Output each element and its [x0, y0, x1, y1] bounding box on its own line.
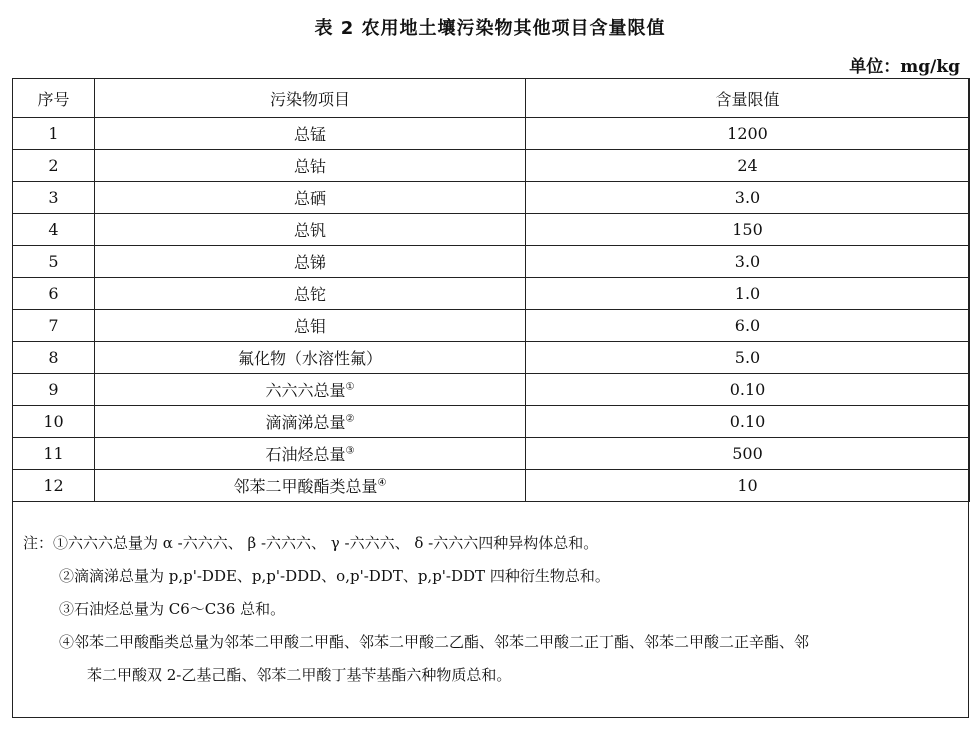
- pollutant-name: 总钒: [293, 221, 326, 240]
- cell-serial-no: 12: [13, 470, 95, 502]
- cell-limit-value: 3.0: [526, 182, 970, 214]
- cell-limit-value: 500: [526, 438, 970, 470]
- cell-limit-value: 5.0: [526, 342, 970, 374]
- cell-limit-value: 3.0: [526, 246, 970, 278]
- cell-pollutant-item: [95, 438, 526, 470]
- note-2: ②滴滴涕总量为 p,p'-DDE、p,p'-DDD、o,p'-DDT、p,p'-DDT 四种衍生物总和。: [59, 567, 610, 585]
- pollutant-name: 总铊: [293, 285, 326, 304]
- pollutant-name: 滴滴涕总量: [265, 413, 346, 432]
- pollutant-name: 总钼: [293, 317, 326, 336]
- table-row: [13, 310, 970, 342]
- note-3: ③石油烃总量为 C6～C36 总和。: [59, 600, 286, 618]
- table-row: [13, 182, 970, 214]
- header-pollutant-item: 污染物项目: [95, 79, 526, 118]
- cell-pollutant-item: [95, 470, 526, 502]
- table-title: 表 2 农用地土壤污染物其他项目含量限值: [314, 18, 666, 39]
- note-4: ④邻苯二甲酸酯类总量为邻苯二甲酸二甲酯、邻苯二甲酸二乙酯、邻苯二甲酸二正丁酯、邻苯二甲酸二正辛酯、邻: [59, 633, 810, 651]
- cell-limit-value: 10: [526, 470, 970, 502]
- table-row: [13, 342, 970, 374]
- cell-limit-value: 0.10: [526, 374, 970, 406]
- cell-limit-value: 1.0: [526, 278, 970, 310]
- cell-serial-no: 7: [13, 310, 95, 342]
- header-serial-no: 序号: [13, 79, 95, 118]
- cell-serial-no: 11: [13, 438, 95, 470]
- note-1: 注：①六六六总量为 α -六六六、 β -六六六、 γ -六六六、 δ -六六六四种异构体总和。: [23, 534, 599, 552]
- pollutant-name: 总硒: [293, 189, 326, 208]
- cell-serial-no: 3: [13, 182, 95, 214]
- cell-limit-value: 150: [526, 214, 970, 246]
- header-limit-value: 含量限值: [526, 79, 970, 118]
- table-row: [13, 246, 970, 278]
- table-notes: [13, 527, 970, 692]
- cell-pollutant-item: [95, 150, 526, 182]
- table-row: [13, 470, 970, 502]
- cell-serial-no: 10: [13, 406, 95, 438]
- footnote-marker: ④: [377, 477, 387, 489]
- cell-pollutant-item: [95, 214, 526, 246]
- cell-serial-no: 6: [13, 278, 95, 310]
- footnote-marker: ②: [345, 413, 355, 425]
- table-row: [13, 118, 970, 150]
- pollutant-name: 石油烃总量: [265, 445, 346, 464]
- pollutant-name: 邻苯二甲酸酯类总量: [233, 477, 378, 496]
- table-header-row: [13, 79, 970, 118]
- pollutant-name: 氟化物（水溶性氟）: [237, 349, 382, 368]
- table-row: [13, 278, 970, 310]
- unit-label: 单位：mg/kg: [849, 57, 960, 77]
- cell-pollutant-item: [95, 118, 526, 150]
- footnote-marker: ①: [345, 381, 355, 393]
- cell-pollutant-item: [95, 246, 526, 278]
- cell-serial-no: 5: [13, 246, 95, 278]
- cell-pollutant-item: [95, 278, 526, 310]
- cell-serial-no: 9: [13, 374, 95, 406]
- cell-limit-value: 1200: [526, 118, 970, 150]
- pollutant-name: 总钴: [293, 157, 326, 176]
- table-row: [13, 438, 970, 470]
- table-row: [13, 374, 970, 406]
- cell-pollutant-item: [95, 342, 526, 374]
- cell-pollutant-item: [95, 406, 526, 438]
- table-row: [13, 150, 970, 182]
- cell-limit-value: 0.10: [526, 406, 970, 438]
- pollutant-name: 总锑: [293, 253, 326, 272]
- cell-limit-value: 24: [526, 150, 970, 182]
- cell-pollutant-item: [95, 310, 526, 342]
- footnote-marker: ③: [345, 445, 355, 457]
- limits-table: [12, 78, 970, 502]
- cell-pollutant-item: [95, 182, 526, 214]
- table-row: [13, 406, 970, 438]
- cell-pollutant-item: [95, 374, 526, 406]
- note-4-continued: 苯二甲酸双 2-乙基己酯、邻苯二甲酸丁基苄基酯六种物质总和。: [87, 666, 512, 684]
- cell-serial-no: 1: [13, 118, 95, 150]
- pollutant-name: 六六六总量: [265, 381, 346, 400]
- cell-serial-no: 4: [13, 214, 95, 246]
- cell-serial-no: 8: [13, 342, 95, 374]
- pollutant-name: 总锰: [293, 125, 326, 144]
- cell-serial-no: 2: [13, 150, 95, 182]
- table-row: [13, 214, 970, 246]
- limits-table-container: [12, 78, 969, 718]
- cell-limit-value: 6.0: [526, 310, 970, 342]
